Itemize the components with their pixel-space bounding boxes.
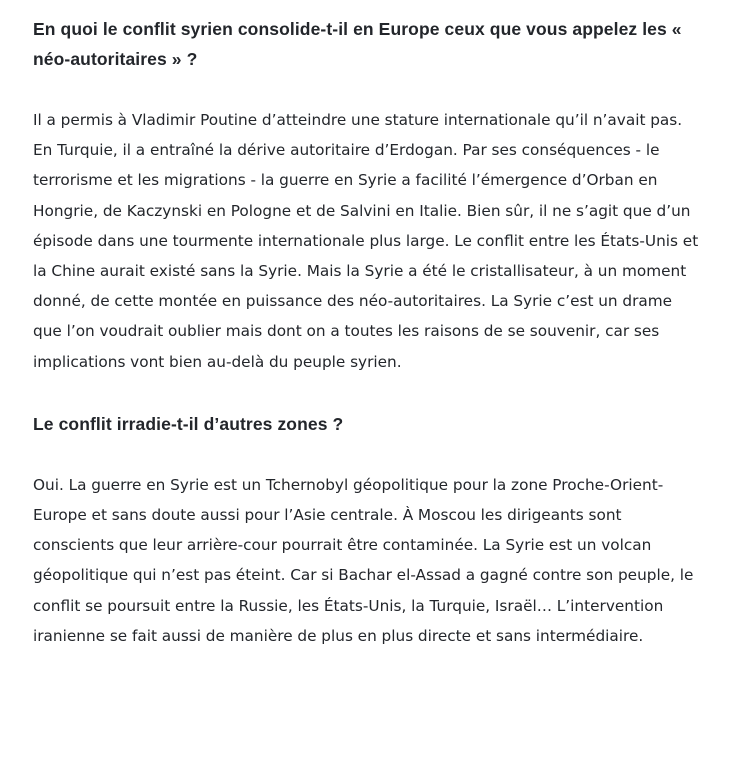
spacer-question2-answer2 bbox=[33, 439, 700, 470]
interview-question-1: En quoi le conflit syrien consolide-t-il en Europe ceux que vous appelez les « néo-autoritaires » ? bbox=[33, 19, 682, 69]
interview-question-2: Le conflit irradie-t-il d’autres zones ? bbox=[33, 413, 344, 434]
interview-answer-2: Oui. La guerre en Syrie est un Tchernobyl géopolitique pour la zone Proche-Orient-Europe et sans doute aussi pour l’Asie centrale. À Moscou les dirigeants sont conscients que leur arrière-cour pourrait être contaminée. La Syrie est un volcan géopolitique qui n’est pas éteint. Car si Bachar el-Assad a gagné contre son peuple, le conflit se poursuit entre la Russie, les États-Unis, la Turquie, Israël… L’intervention iranienne se fait aussi de manière de plus en plus directe et sans intermédiaire. bbox=[33, 475, 694, 645]
interview-answer-1: Il a permis à Vladimir Poutine d’atteindre une stature internationale qu’il n’avait pas. En Turquie, il a entraîné la dérive autoritaire d’Erdogan. Par ses conséquences - le terrorisme et les migrations - la guerre en Syrie a facilité l’émergence d’Orban en Hongrie, de Kaczynski en Pologne et de Salvini en Italie. Bien sûr, il ne s’agit que d’un épisode dans une tourmente internationale plus large. Le conflit entre les États-Unis et la Chine aurait existé sans la Syrie. Mais la Syrie a été le cristallisateur, à un moment donné, de cette montée en puissance des néo-autoritaires. La Syrie c’est un drame que l’on voudrait oublier mais dont on a toutes les raisons de se souvenir, car ses implications vont bien au-delà du peuple syrien. bbox=[33, 111, 699, 371]
spacer-question1-answer1 bbox=[33, 74, 700, 105]
spacer-answer1-question2 bbox=[33, 377, 700, 409]
